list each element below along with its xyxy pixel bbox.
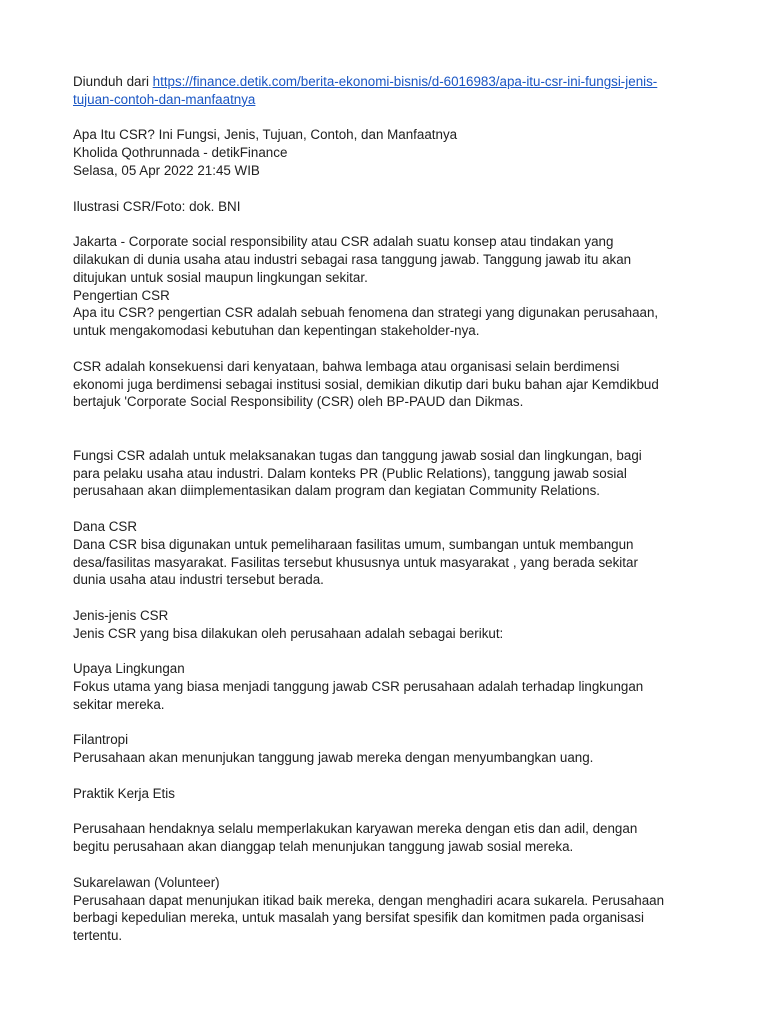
paragraph-line: ekonomi juga berdimensi sebagai institusi sosial, demikian dikutip dari buku bahan ajar Kemdikbud	[73, 376, 659, 392]
spacer	[73, 856, 713, 874]
section-heading: Sukarelawan (Volunteer)	[73, 874, 220, 890]
section-dana	[73, 518, 713, 589]
image-caption: Ilustrasi CSR/Foto: dok. BNI	[73, 198, 241, 214]
paragraph-line: desa/fasilitas masyarakat. Fasilitas tersebut khususnya untuk masyarakat , yang berada sekitar	[73, 554, 638, 570]
paragraph-line: Jakarta - Corporate social responsibility atau CSR adalah suatu konsep atau tindakan yang	[73, 234, 614, 250]
paragraph-line: Perusahaan hendaknya selalu memperlakukan karyawan mereka dengan etis dan adil, dengan	[73, 821, 638, 837]
paragraph-line: Fungsi CSR adalah untuk melaksanakan tugas dan tanggung jawab sosial dan lingkungan, bagi	[73, 447, 642, 463]
fungsi-paragraph	[73, 447, 713, 500]
spacer	[73, 180, 713, 198]
paragraph-line: para pelaku usaha atau industri. Dalam konteks PR (Public Relations), tanggung jawab sosial	[73, 465, 627, 481]
source-prefix: Diunduh dari	[73, 74, 153, 89]
spacer	[73, 340, 713, 358]
spacer	[73, 215, 713, 233]
konsekuensi-paragraph	[73, 358, 713, 411]
intro-paragraph	[73, 233, 713, 286]
paragraph-line: begitu perusahaan akan dianggap telah menunjukan tanggung jawab sosial mereka.	[73, 839, 574, 855]
spacer	[73, 411, 713, 447]
section-heading: Jenis-jenis CSR	[73, 607, 169, 623]
paragraph-line: perusahaan akan diimplementasikan dalam program dan kegiatan Community Relations.	[73, 483, 600, 499]
section-pengertian	[73, 287, 713, 340]
section-sukarelawan	[73, 874, 713, 945]
paragraph-line: sekitar mereka.	[73, 696, 165, 712]
article-author: Kholida Qothrunnada - detikFinance	[73, 145, 288, 161]
section-heading: Praktik Kerja Etis	[73, 785, 175, 801]
spacer	[73, 109, 713, 127]
paragraph-line: dilakukan di dunia usaha atau industri sebagai rasa tanggung jawab. Tanggung jawab itu akan	[73, 251, 632, 267]
paragraph-line: Perusahaan dapat menunjukan itikad baik mereka, dengan menghadiri acara sukarela. Perusahaan	[73, 892, 665, 908]
section-heading: Upaya Lingkungan	[73, 661, 185, 677]
paragraph-line: ditujukan untuk sosial maupun lingkungan sekitar.	[73, 269, 368, 285]
paragraph-line: Dana CSR bisa digunakan untuk pemeliharaan fasilitas umum, sumbangan untuk membangun	[73, 536, 634, 552]
spacer	[73, 589, 713, 607]
section-heading: Filantropi	[73, 732, 129, 748]
article-header	[73, 126, 713, 179]
paragraph-line: Jenis CSR yang bisa dilakukan oleh perusahaan adalah sebagai berikut:	[73, 625, 504, 641]
section-praktik	[73, 785, 713, 856]
spacer	[73, 803, 713, 821]
article-date: Selasa, 05 Apr 2022 21:45 WIB	[73, 162, 260, 178]
spacer	[73, 767, 713, 785]
source-block	[73, 73, 713, 109]
paragraph-line: CSR adalah konsekuensi dari kenyataan, bahwa lembaga atau organisasi selain berdimensi	[73, 358, 620, 374]
section-lingkungan	[73, 660, 713, 713]
source-link-part2[interactable]: tujuan-contoh-dan-manfaatnya	[73, 91, 256, 107]
spacer	[73, 500, 713, 518]
paragraph-line: bertajuk 'Corporate Social Responsibility (CSR) oleh BP-PAUD dan Dikmas.	[73, 394, 524, 410]
section-heading: Pengertian CSR	[73, 287, 170, 303]
section-jenis	[73, 607, 713, 643]
paragraph-line: tertentu.	[73, 928, 123, 944]
spacer	[73, 714, 713, 732]
paragraph-line: berbagi kepedulian mereka, untuk masalah yang bersifat spesifik dan komitmen pada organisasi	[73, 910, 644, 926]
paragraph-line: untuk mengakomodasi kebutuhan dan kepentingan stakeholder-nya.	[73, 323, 480, 339]
paragraph-line: Apa itu CSR? pengertian CSR adalah sebuah fenomena dan strategi yang digunakan perusahaan,	[73, 305, 659, 321]
paragraph-line: Perusahaan akan menunjukan tanggung jawab mereka dengan menyumbangkan uang.	[73, 750, 594, 766]
section-heading: Dana CSR	[73, 518, 138, 534]
spacer	[73, 643, 713, 661]
section-filantropi	[73, 731, 713, 767]
article-title: Apa Itu CSR? Ini Fungsi, Jenis, Tujuan, Contoh, dan Manfaatnya	[73, 127, 458, 143]
document-page	[73, 73, 713, 945]
paragraph-line: Fokus utama yang biasa menjadi tanggung jawab CSR perusahaan adalah terhadap lingkungan	[73, 679, 644, 695]
paragraph-line: dunia usaha atau industri tersebut berada.	[73, 572, 324, 588]
source-link-part1[interactable]: https://finance.detik.com/berita-ekonomi-bisnis/d-6016983/apa-itu-csr-ini-fungsi-jenis-	[152, 74, 658, 89]
